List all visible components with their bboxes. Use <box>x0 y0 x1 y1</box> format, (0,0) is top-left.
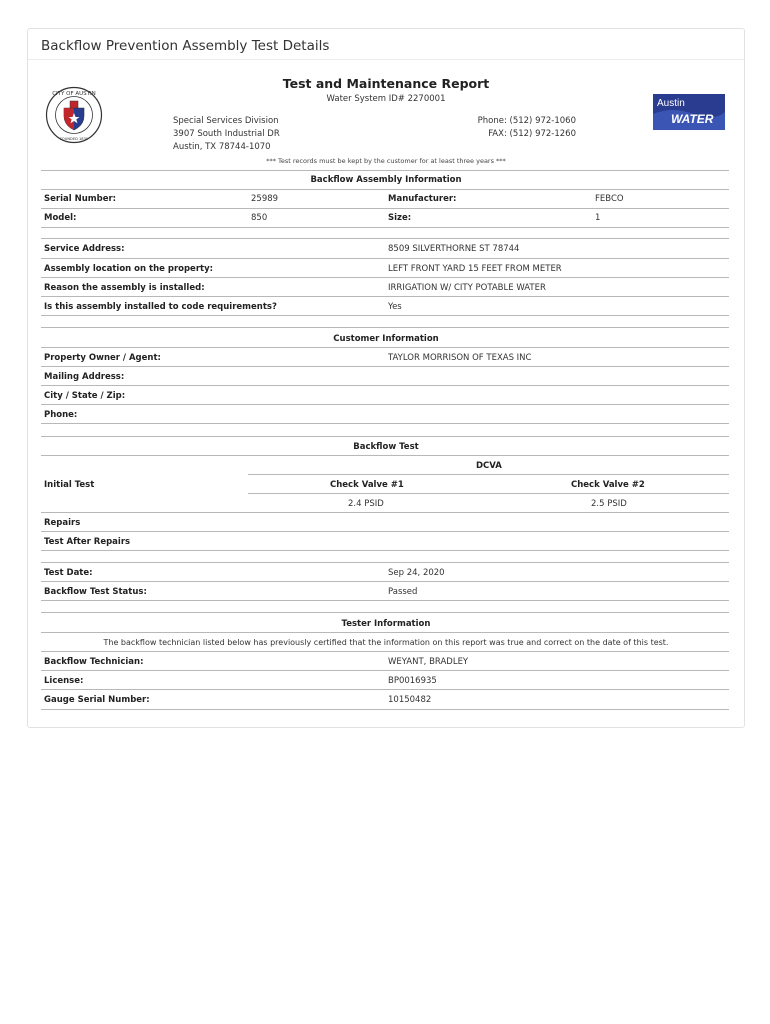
service-address-label: Service Address: <box>44 244 125 254</box>
divider <box>41 327 729 328</box>
water-system-id: Water System ID# 2270001 <box>326 94 446 104</box>
check-valve-1-value: 2.4 PSID <box>348 499 384 509</box>
section-title-tester: Tester Information <box>341 619 431 629</box>
serial-value: 25989 <box>251 194 279 204</box>
divider <box>248 493 729 494</box>
test-date-value: Sep 24, 2020 <box>388 568 445 578</box>
mailing-address-label: Mailing Address: <box>44 372 125 382</box>
divider <box>41 651 729 652</box>
divider <box>41 404 729 405</box>
test-status-value: Passed <box>388 587 418 597</box>
divider <box>41 296 729 297</box>
divider <box>41 208 729 209</box>
logo-bottom-text: WATER <box>671 112 714 126</box>
seal-subtext: FOUNDED 1839 <box>59 137 89 141</box>
manufacturer-value: FEBCO <box>595 194 624 204</box>
divider <box>41 277 729 278</box>
divider <box>41 600 729 601</box>
technician-label: Backflow Technician: <box>44 657 144 667</box>
divider <box>41 347 729 348</box>
serial-label: Serial Number: <box>44 194 117 204</box>
divider <box>41 709 729 710</box>
divider <box>248 474 729 475</box>
address-line: Special Services Division <box>173 116 279 126</box>
divider <box>41 455 729 456</box>
divider <box>41 170 729 171</box>
model-value: 850 <box>251 213 268 223</box>
owner-label: Property Owner / Agent: <box>44 353 161 363</box>
divider <box>41 562 729 563</box>
divider <box>41 531 729 532</box>
divider <box>41 423 729 424</box>
size-label: Size: <box>388 213 412 223</box>
location-value: LEFT FRONT YARD 15 FEET FROM METER <box>388 264 562 274</box>
page-title: Backflow Prevention Assembly Test Details <box>41 38 330 54</box>
test-after-repairs-label: Test After Repairs <box>44 537 131 547</box>
owner-value: TAYLOR MORRISON OF TEXAS INC <box>388 353 532 363</box>
report-table <box>28 29 744 727</box>
address-line: 3907 South Industrial DR <box>173 129 280 139</box>
gauge-serial-label: Gauge Serial Number: <box>44 695 150 705</box>
divider <box>41 315 729 316</box>
divider <box>41 550 729 551</box>
logo-top-text: Austin <box>657 98 685 109</box>
code-label: Is this assembly installed to code requirements? <box>44 302 277 312</box>
divider <box>41 436 729 437</box>
divider <box>41 689 729 690</box>
retention-note: *** Test records must be kept by the customer for at least three years *** <box>266 157 506 165</box>
divider <box>41 612 729 613</box>
location-label: Assembly location on the property: <box>44 264 214 274</box>
divider <box>41 581 729 582</box>
divider <box>41 512 729 513</box>
gauge-serial-value: 10150482 <box>388 695 432 705</box>
technician-value: WEYANT, BRADLEY <box>388 657 469 667</box>
reason-label: Reason the assembly is installed: <box>44 283 205 293</box>
section-title-assembly: Backflow Assembly Information <box>310 175 462 185</box>
check-valve-1-label: Check Valve #1 <box>330 480 404 490</box>
phone-number: Phone: (512) 972-1060 <box>477 116 576 126</box>
seal-text: CITY OF AUSTIN <box>52 91 96 97</box>
certification-statement: The backflow technician listed below has previously certified that the information on this report was true and correct on the date of this test. <box>103 638 669 647</box>
customer-phone-label: Phone: <box>44 410 78 420</box>
test-status-label: Backflow Test Status: <box>44 587 147 597</box>
report-title: Test and Maintenance Report <box>282 76 490 91</box>
license-label: License: <box>44 676 84 686</box>
divider <box>41 258 729 259</box>
city-state-zip-label: City / State / Zip: <box>44 391 126 401</box>
report-card <box>27 28 745 728</box>
service-address-value: 8509 SILVERTHORNE ST 78744 <box>388 244 520 254</box>
divider <box>41 238 729 239</box>
reason-value: IRRIGATION W/ CITY POTABLE WATER <box>388 283 546 293</box>
divider <box>41 189 729 190</box>
initial-test-label: Initial Test <box>44 480 95 490</box>
repairs-label: Repairs <box>44 518 81 528</box>
divider <box>41 632 729 633</box>
divider <box>41 227 729 228</box>
test-date-label: Test Date: <box>44 568 93 578</box>
divider <box>41 385 729 386</box>
check-valve-2-value: 2.5 PSID <box>591 499 627 509</box>
license-value: BP0016935 <box>388 676 437 686</box>
divider <box>41 670 729 671</box>
address-line: Austin, TX 78744-1070 <box>173 142 271 152</box>
check-valve-2-label: Check Valve #2 <box>571 480 645 490</box>
divider <box>41 366 729 367</box>
size-value: 1 <box>595 213 601 223</box>
section-title-test: Backflow Test <box>353 442 419 452</box>
manufacturer-label: Manufacturer: <box>388 194 457 204</box>
model-label: Model: <box>44 213 77 223</box>
code-value: Yes <box>388 302 402 312</box>
section-title-customer: Customer Information <box>333 334 439 344</box>
assembly-type: DCVA <box>476 461 502 471</box>
fax-number: FAX: (512) 972-1260 <box>488 129 576 139</box>
